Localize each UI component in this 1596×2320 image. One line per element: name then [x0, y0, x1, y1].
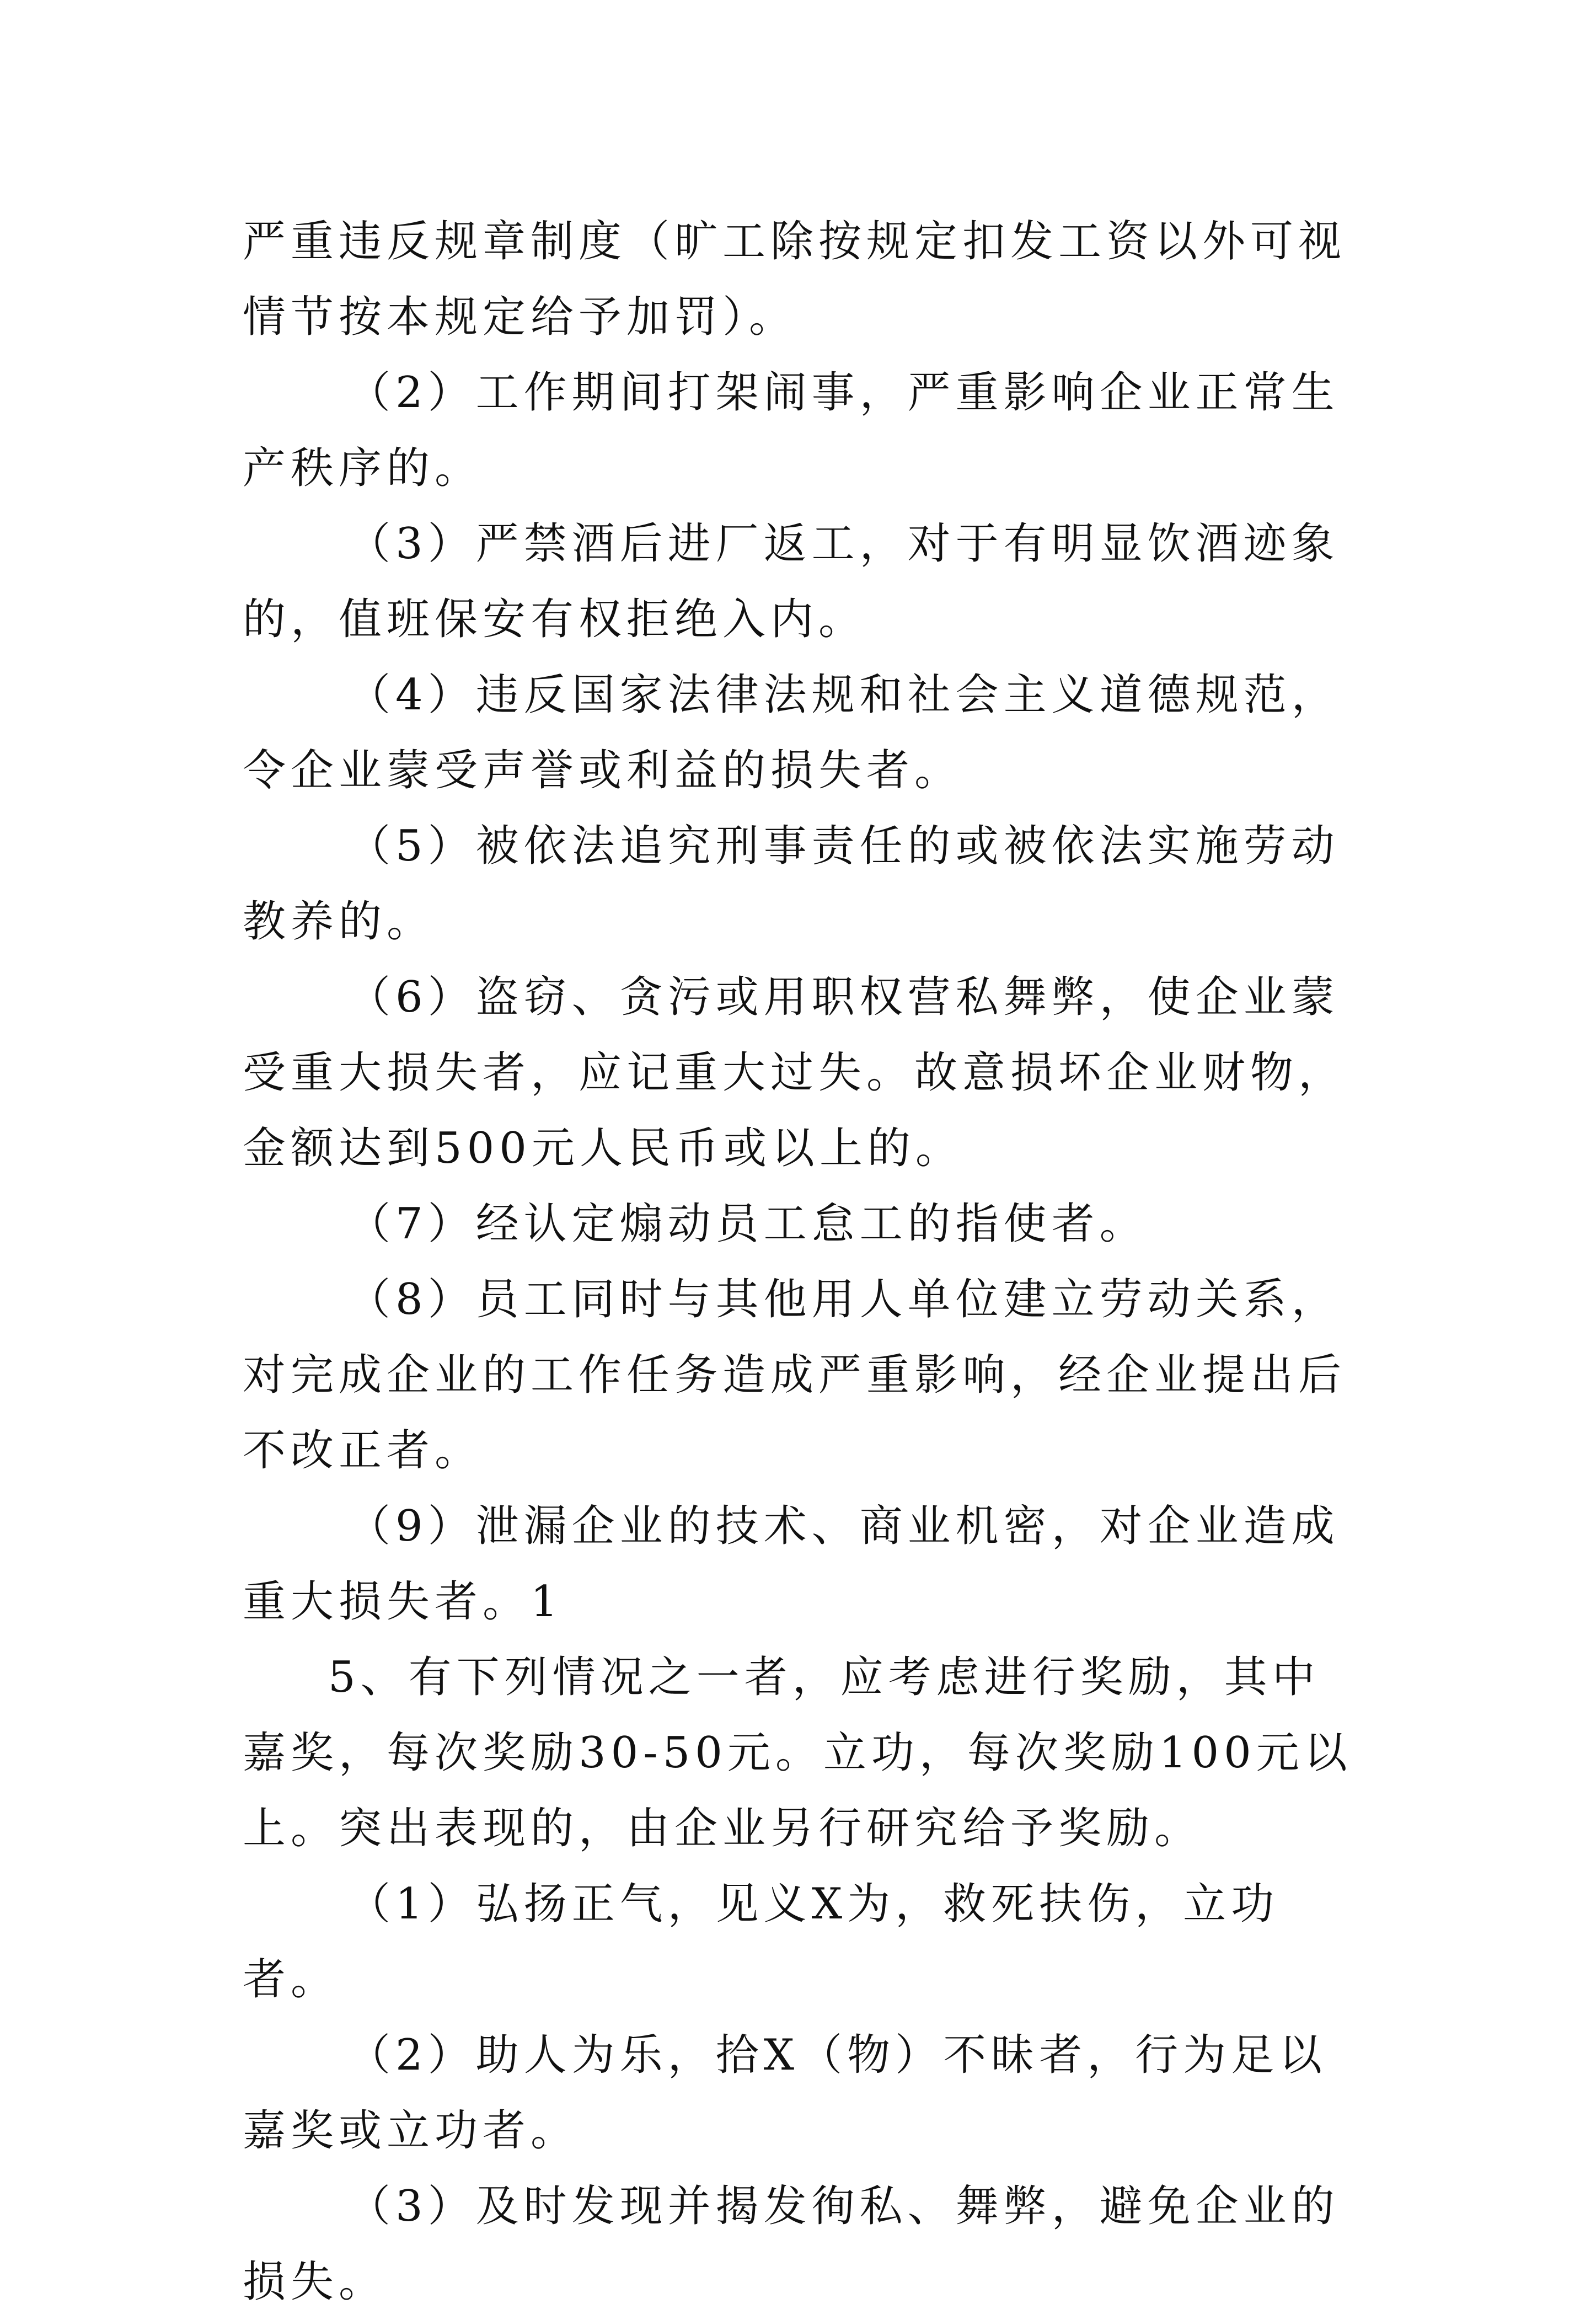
paragraph-continued: 严重违反规章制度（旷工除按规定扣发工资以外可视情节按本规定给予加罚）。 [243, 217, 1347, 342]
document-body [243, 204, 1368, 2320]
paragraph-item-3: （3）严禁酒后进厂返工，对于有明显饮酒迹象的，值班保安有权拒绝入内。 [243, 519, 1340, 644]
paragraph-item-5: （5）被依法追究刑事责任的或被依法实施劳动教养的。 [243, 821, 1340, 947]
paragraph-item-2: （2）工作期间打架闹事，严重影响企业正常生产秩序的。 [243, 368, 1340, 493]
paragraph-reward-1: （1）弘扬正气，见义X为，救死扶伤，立功者。 [243, 1879, 1279, 2004]
paragraph-item-6: （6）盗窃、贪污或用职权营私舞弊，使企业蒙受重大损失者，应记重大过失。故意损坏企业财物，金额达到500元人民币或以上的。 [243, 972, 1347, 1173]
paragraph-item-9: （9）泄漏企业的技术、商业机密，对企业造成重大损失者。1 [243, 1501, 1340, 1627]
paragraph-item-4: （4）违反国家法律法规和社会主义道德规范，令企业蒙受声誉或利益的损失者。 [243, 670, 1340, 795]
paragraph-reward-2: （2）助人为乐，拾X（物）不昧者，行为足以嘉奖或立功者。 [243, 2030, 1327, 2156]
paragraph-reward-3: （3）及时发现并揭发徇私、舞弊，避免企业的损失。 [243, 2182, 1340, 2307]
paragraph-section-5: 5、有下列情况之一者，应考虑进行奖励，其中嘉奖，每次奖励30-50元。立功，每次奖励100元以上。突出表现的，由企业另行研究给予奖励。 [243, 1653, 1352, 1853]
paragraph-item-8: （8）员工同时与其他用人单位建立劳动关系，对完成企业的工作任务造成严重影响，经企业提出后不改正者。 [243, 1275, 1347, 1476]
paragraph-item-7: （7）经认定煽动员工怠工的指使者。 [347, 1199, 1148, 1249]
